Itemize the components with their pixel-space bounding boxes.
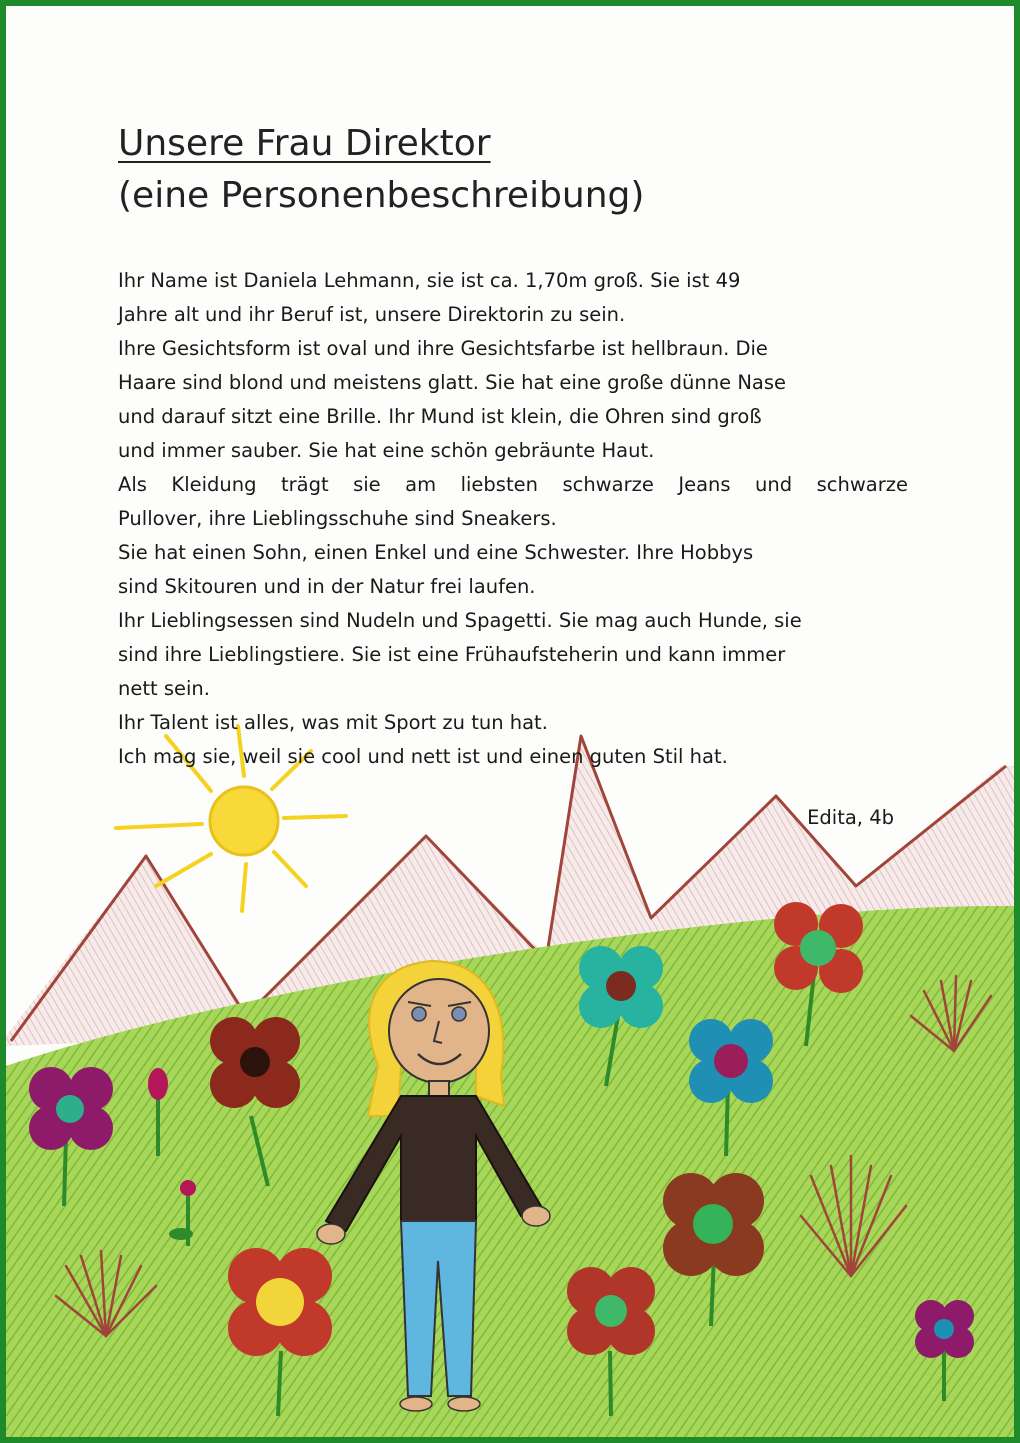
text-line: Ihre Gesichtsform ist oval und ihre Gesichtsfarbe ist hellbraun. Die (118, 337, 768, 360)
text-line: nett sein. (118, 677, 210, 700)
description-text (118, 264, 908, 774)
text-line: Sie hat einen Sohn, einen Enkel und eine Schwester. Ihre Hobbys (118, 541, 754, 564)
text-line: sind Skitouren und in der Natur frei laufen. (118, 575, 536, 598)
text-line: Ich mag sie, weil sie cool und nett ist und einen guten Stil hat. (118, 745, 728, 768)
text-line: und darauf sitzt eine Brille. Ihr Mund ist klein, die Ohren sind groß (118, 405, 762, 428)
text-line: Als Kleidung trägt sie am liebsten schwarze Jeans und schwarze (118, 473, 908, 496)
text-line: sind ihre Lieblingstiere. Sie ist eine Frühaufsteherin und kann immer (118, 643, 786, 666)
author-signature: Edita, 4b (807, 806, 894, 829)
text-line: Jahre alt und ihr Beruf ist, unsere Direktorin zu sein. (118, 303, 626, 326)
text-line: Pullover, ihre Lieblingsschuhe sind Sneakers. (118, 507, 557, 530)
title-block (118, 118, 918, 222)
text-line: Ihr Talent ist alles, was mit Sport zu tun hat. (118, 711, 548, 734)
page-title: Unsere Frau Direktor (118, 123, 491, 164)
text-line: Ihr Lieblingsessen sind Nudeln und Spagetti. Sie mag auch Hunde, sie (118, 609, 802, 632)
text-line: Ihr Name ist Daniela Lehmann, sie ist ca. 1,70m groß. Sie ist 49 (118, 269, 741, 292)
page-subtitle: (eine Personenbeschreibung) (118, 175, 645, 216)
text-line: Haare sind blond und meistens glatt. Sie hat eine große dünne Nase (118, 371, 787, 394)
text-line: und immer sauber. Sie hat eine schön gebräunte Haut. (118, 439, 655, 462)
